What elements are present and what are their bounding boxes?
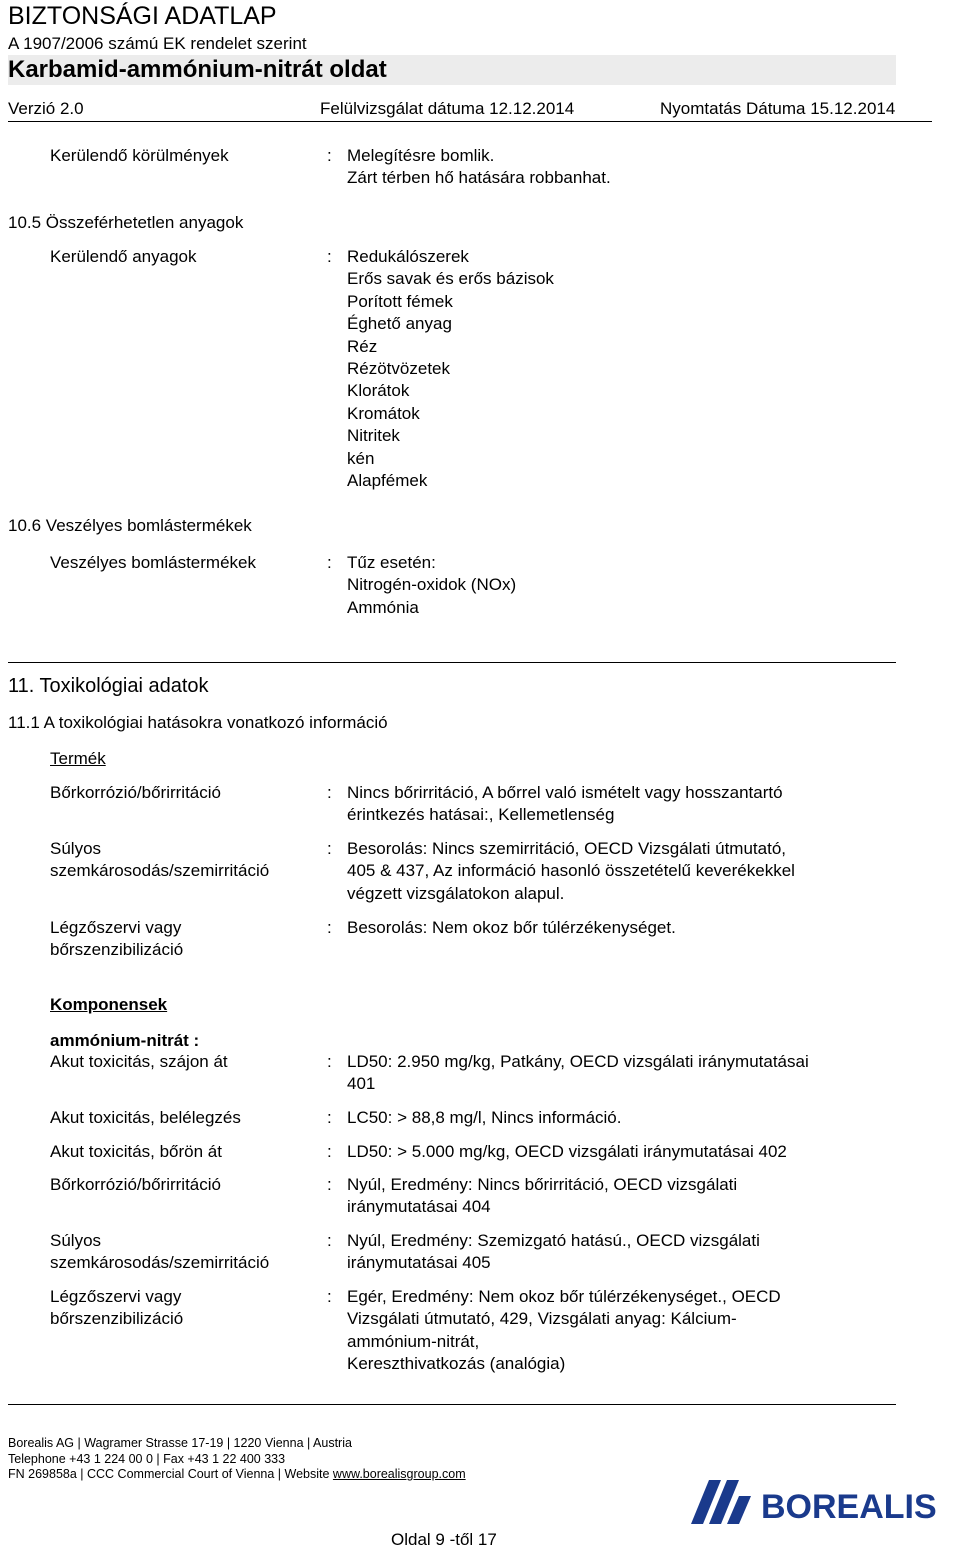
colon: : [327,1052,332,1071]
list-item: Tűz esetén: [347,553,436,572]
list-item: Porított fémek [347,291,453,311]
row-label: Akut toxicitás, bőrön át [50,1142,222,1161]
row-label: Légzőszervi vagy bőrszenzibilizáció [50,918,184,960]
decomposition-products-list [347,552,516,619]
row-value: LC50: > 88,8 mg/l, Nincs információ. [347,1108,622,1127]
row-value: Nyúl, Eredmény: Szemizgató hatású., OECD vizsgálati iránymutatásai 405 [347,1231,760,1273]
colon: : [327,146,332,165]
row-value: LD50: 2.950 mg/kg, Patkány, OECD vizsgálati iránymutatásai 401 [347,1052,809,1094]
component-name: ammónium-nitrát : [50,1031,200,1050]
product-name: Karbamid-ammónium-nitrát oldat [8,56,387,83]
section-heading-11: 11. Toxikológiai adatok [8,675,209,697]
page-number: Oldal 9 -től 17 [391,1530,497,1549]
section-heading-10-6: 10.6 Veszélyes bomlástermékek [8,516,252,535]
list-item: Rézötvözetek [347,359,450,379]
colon: : [327,1287,332,1306]
colon: : [327,1175,332,1194]
section-subheading-11-1: 11.1 A toxikológiai hatásokra vonatkozó információ [8,713,388,732]
row-label: Bőrkorrózió/bőrirritáció [50,783,221,802]
footer-address: Borealis AG | Wagramer Strasse 17-19 | 1220 Vienna | Austria [8,1436,352,1450]
row-label: Súlyos szemkárosodás/szemirritáció [50,1231,270,1273]
incompatible-materials-list [347,246,554,492]
row-value: Besorolás: Nincs szemirritáció, OECD Vizsgálati útmutató, 405 & 437, Az információ hasonló összetételű keverékekkel végzett vizsgálatokon alapul. [347,839,795,903]
list-item: Erős savak és erős bázisok [347,269,554,289]
components-heading: Komponensek [50,995,168,1014]
row-label: Bőrkorrózió/bőrirritáció [50,1175,221,1194]
list-item: Klorátok [347,381,410,401]
colon: : [327,918,332,937]
colon: : [327,247,332,266]
website-link[interactable]: www.borealisgroup.com [332,1467,466,1481]
print-date: Nyomtatás Dátuma 15.12.2014 [660,99,896,118]
value-line: Melegítésre bomlik. [347,146,495,165]
conditions-value [347,145,611,190]
product-heading: Termék [50,749,106,768]
colon: : [327,839,332,858]
row-value: LD50: > 5.000 mg/kg, OECD vizsgálati iránymutatásai 402 [347,1142,787,1161]
borealis-logo [691,1478,953,1526]
row-label: Akut toxicitás, belélegzés [50,1108,241,1127]
footer-registration: FN 269858a | CCC Commercial Court of Vienna | Website www.borealisgroup.com [8,1467,466,1481]
logo-text: BOREALIS [761,1488,937,1526]
colon: : [327,553,332,572]
colon: : [327,1142,332,1161]
revision-date: Felülvizsgálat dátuma 12.12.2014 [320,99,575,118]
list-item: Redukálószerek [347,247,469,266]
list-item: Éghető anyag [347,314,452,334]
footer-contact: Telephone +43 1 224 00 0 | Fax +43 1 22 400 333 [8,1452,286,1466]
row-value: Besorolás: Nem okoz bőr túlérzékenységet. [347,918,676,937]
colon: : [327,1231,332,1250]
row-label: Légzőszervi vagy bőrszenzibilizáció [50,1287,184,1329]
colon: : [327,1108,332,1127]
list-item: Kromátok [347,403,420,423]
list-item: kén [347,448,375,468]
list-item: Nitritek [347,426,400,446]
list-item: Ammónia [347,597,419,617]
regulation-reference: A 1907/2006 számú EK rendelet szerint [8,34,307,53]
row-label: Akut toxicitás, szájon át [50,1052,228,1071]
document-type: BIZTONSÁGI ADATLAP [8,2,277,30]
row-value: Egér, Eredmény: Nem okoz bőr túlérzékenységet., OECD Vizsgálati útmutató, 429, Vizsgálati anyag: Kálcium- ammónium-nitrát, Kereszthivatkozás (analógia) [347,1287,781,1374]
row-value: Nyúl, Eredmény: Nincs bőrirritáció, OECD vizsgálati iránymutatásai 404 [347,1175,738,1217]
footer-divider [8,1404,896,1405]
conditions-label: Kerülendő körülmények [50,146,229,165]
section-divider [8,662,896,663]
colon: : [327,783,332,802]
version: Verzió 2.0 [8,99,84,118]
value-line: Zárt térben hő hatására robbanhat. [347,168,611,188]
header-divider [8,121,932,122]
logo-icon [691,1480,751,1524]
section-heading-10-5: 10.5 Összeférhetetlen anyagok [8,213,244,232]
row-label: Súlyos szemkárosodás/szemirritáció [50,839,270,881]
incompatible-materials-label: Kerülendő anyagok [50,247,197,266]
list-item: Réz [347,336,378,356]
list-item: Nitrogén-oxidok (NOx) [347,575,517,595]
list-item: Alapfémek [347,471,428,491]
row-value: Nincs bőrirritáció, A bőrrel való ismételt vagy hosszantartó érintkezés hatásai:, Kellemetlenség [347,783,783,825]
decomposition-products-label: Veszélyes bomlástermékek [50,553,256,572]
